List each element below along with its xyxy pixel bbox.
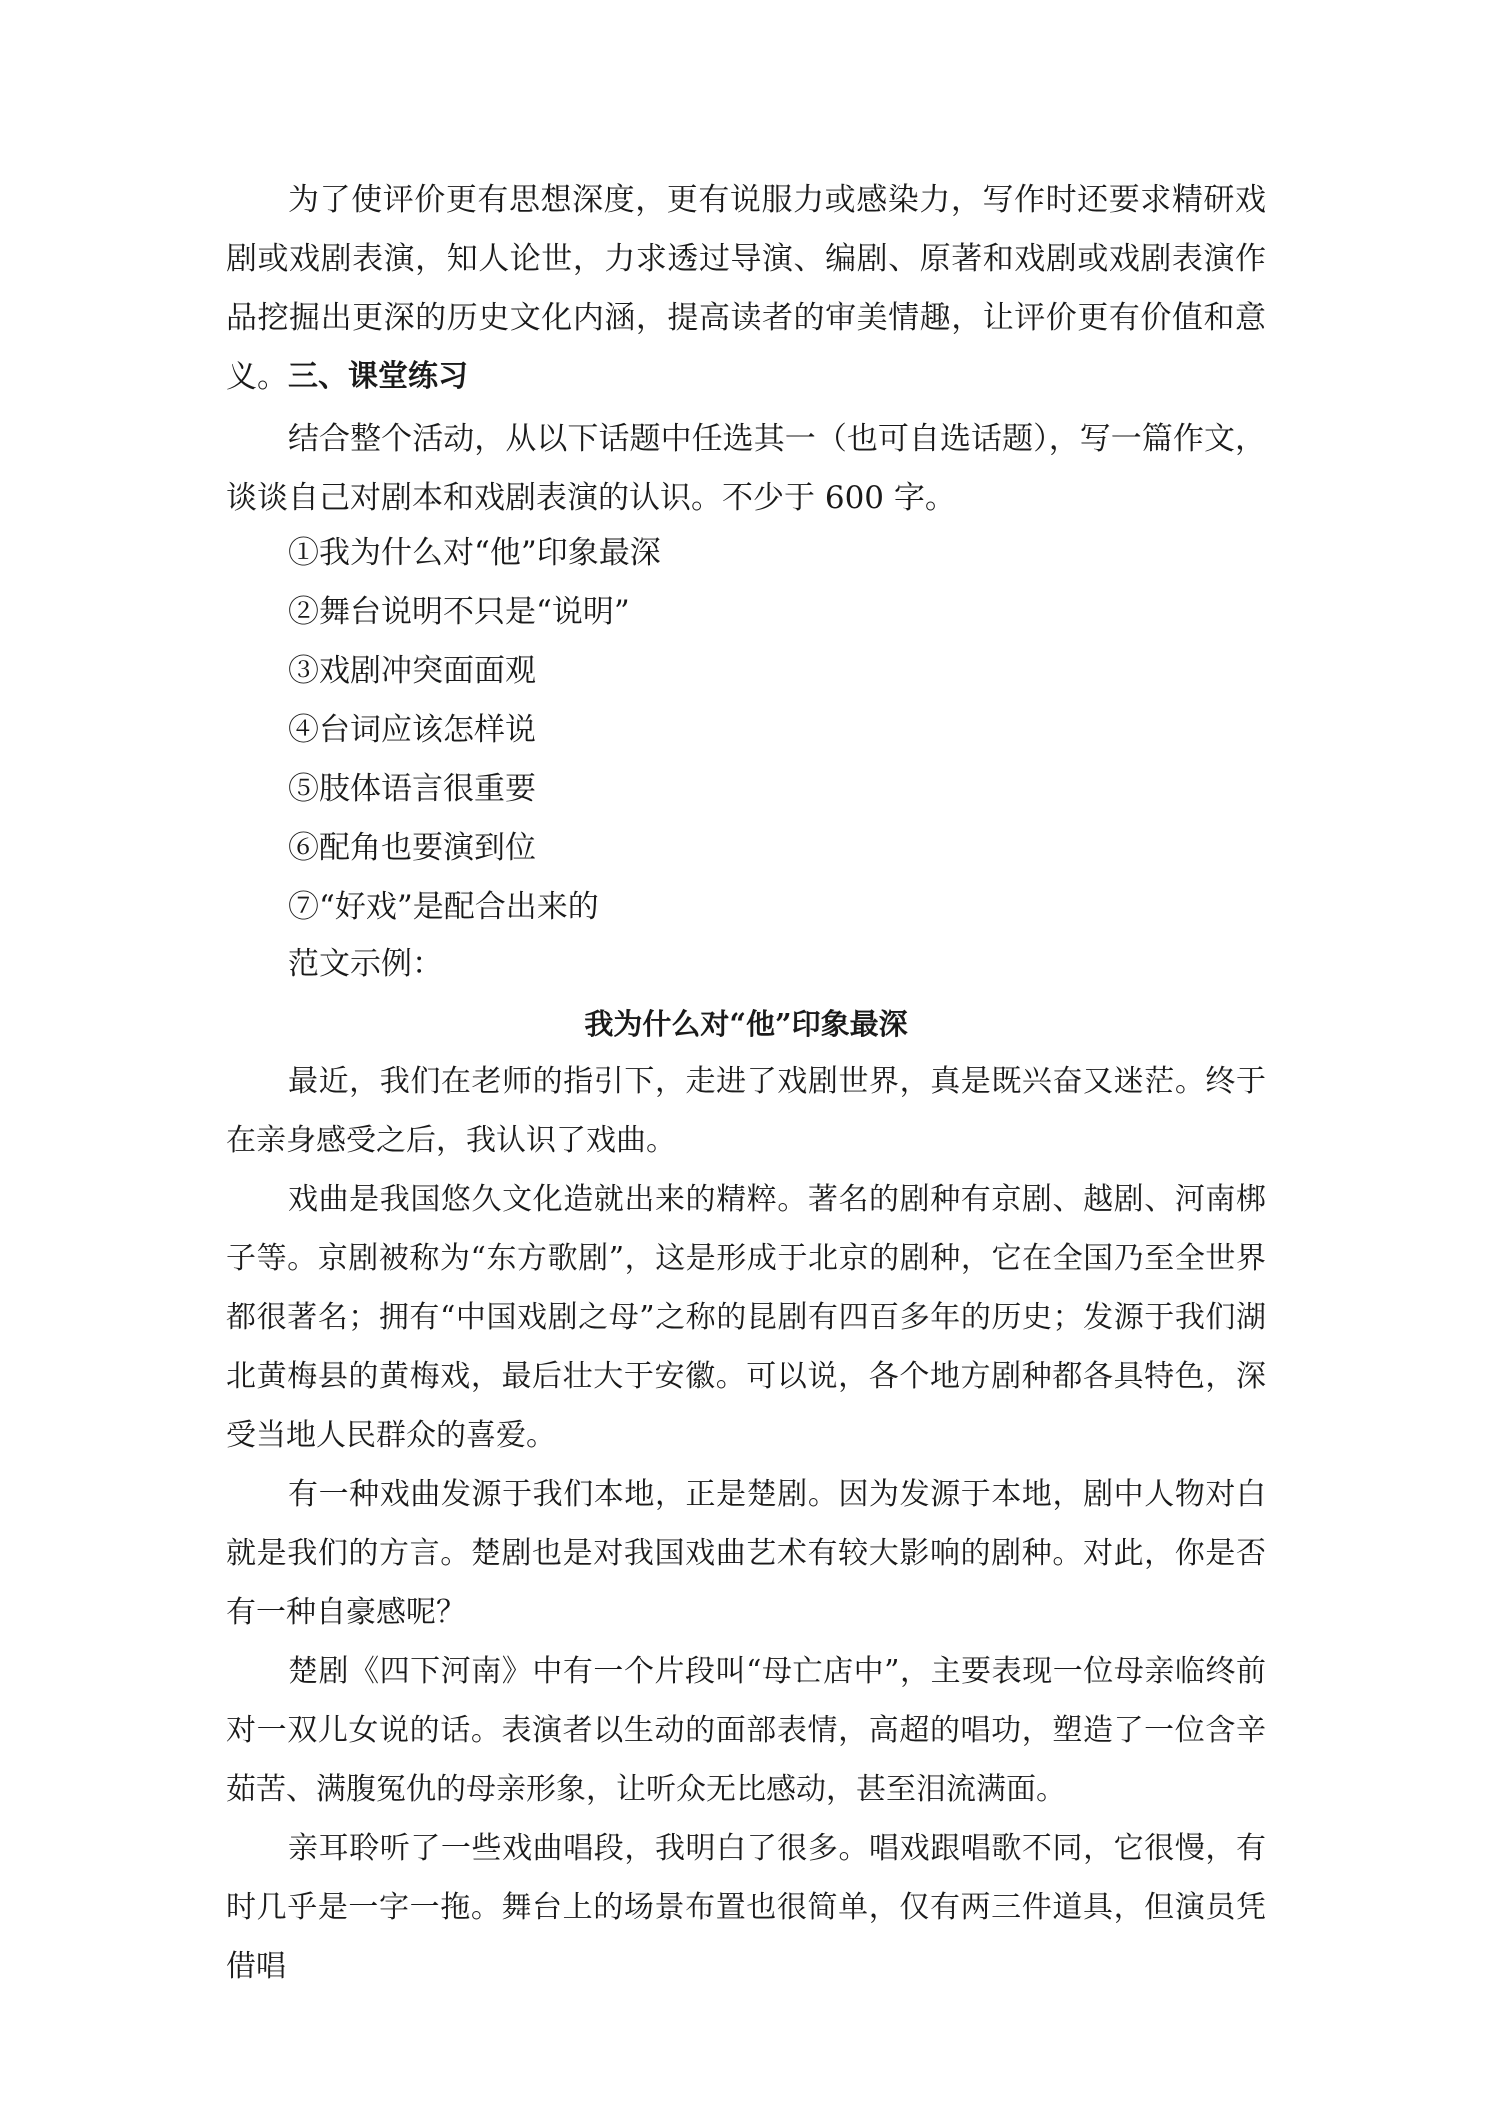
essay-body: [226, 1052, 1266, 1996]
topic-item: ③戏剧冲突面面观: [288, 653, 536, 689]
topic-item: ④台词应该怎样说: [288, 712, 536, 748]
example-label: 范文示例：: [288, 946, 443, 982]
topic-item: ⑦“好戏”是配合出来的: [288, 889, 599, 925]
essay-paragraph: 有一种戏曲发源于我们本地，正是楚剧。因为发源于本地，剧中人物对白就是我们的方言。楚剧也是对我国戏曲艺术有较大影响的剧种。对此，你是否有一种自豪感呢？: [226, 1477, 1266, 1630]
essay-paragraph: 戏曲是我国悠久文化造就出来的精粹。著名的剧种有京剧、越剧、河南梆子等。京剧被称为“东方歌剧”，这是形成于北京的剧种，它在全国乃至全世界都很著名；拥有“中国戏剧之母”之称的昆剧有四百多年的历史；发源于我们湖北黄梅县的黄梅戏，最后壮大于安徽。可以说，各个地方剧种都各具特色，深受当地人民群众的喜爱。: [226, 1182, 1266, 1453]
essay-paragraph: 楚剧《四下河南》中有一个片段叫“母亡店中”，主要表现一位母亲临终前对一双儿女说的话。表演者以生动的面部表情，高超的唱功，塑造了一位含辛茹苦、满腹冤仇的母亲形象，让听众无比感动，甚至泪流满面。: [226, 1654, 1266, 1807]
topic-item: ⑥配角也要演到位: [288, 830, 536, 866]
essay-paragraph: 亲耳聆听了一些戏曲唱段，我明白了很多。唱戏跟唱歌不同，它很慢，有时几乎是一字一拖。舞台上的场景布置也很简单，仅有两三件道具，但演员凭借唱: [226, 1831, 1266, 1984]
task-paragraph: 结合整个活动，从以下话题中任选其一（也可自选话题），写一篇作文，谈谈自己对剧本和戏剧表演的认识。不少于 600 字。: [226, 421, 1266, 516]
topic-list: [288, 524, 661, 937]
essay-title: 我为什么对“他”印象最深: [584, 1007, 908, 1041]
topic-item: ②舞台说明不只是“说明”: [288, 594, 630, 630]
intro-paragraph: 为了使评价更有思想深度，更有说服力或感染力，写作时还要求精研戏剧或戏剧表演，知人论世，力求透过导演、编剧、原著和戏剧或戏剧表演作品挖掘出更深的历史文化内涵，提高读者的审美情趣，让评价更有价值和意义。: [226, 182, 1266, 395]
topic-item: ⑤肢体语言很重要: [288, 771, 536, 807]
essay-paragraph: 最近，我们在老师的指引下，走进了戏剧世界，真是既兴奋又迷茫。终于在亲身感受之后，我认识了戏曲。: [226, 1064, 1266, 1158]
topic-item: ①我为什么对“他”印象最深: [288, 535, 661, 571]
section-heading: 三、课堂练习: [288, 359, 468, 394]
